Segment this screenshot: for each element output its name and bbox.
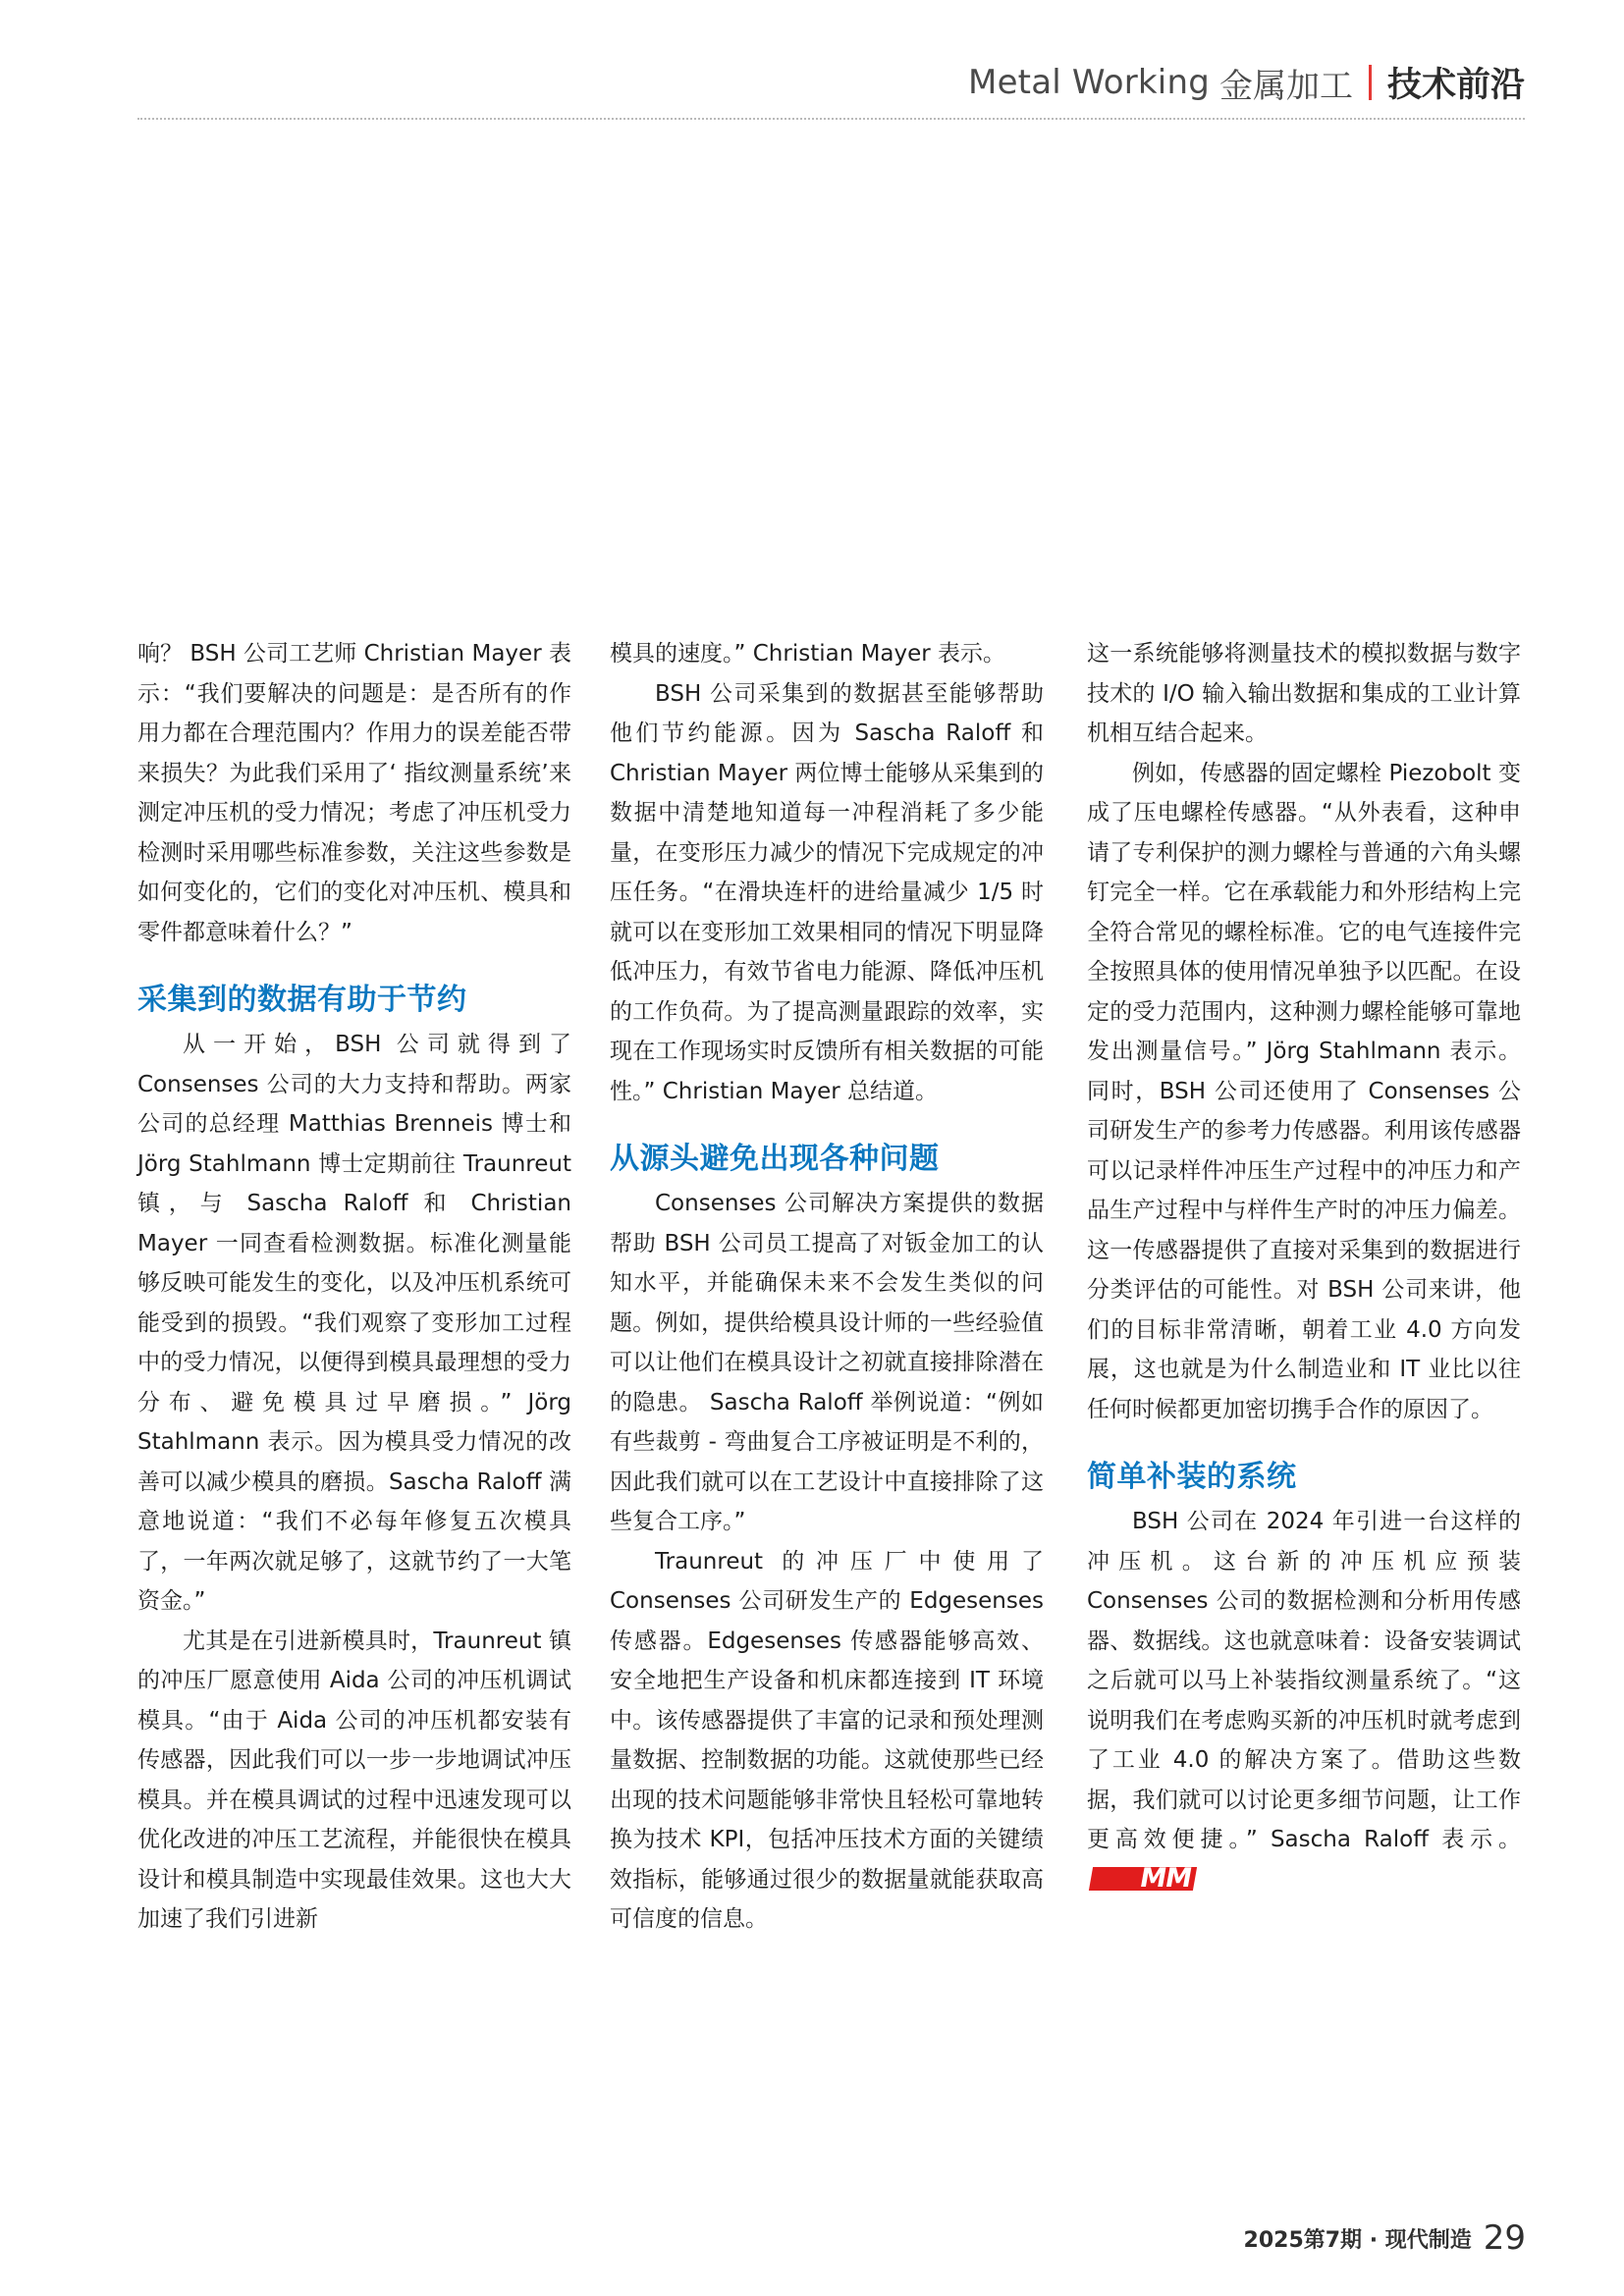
issue-info: 2025第7期 · 现代制造 bbox=[1243, 2227, 1472, 2253]
paragraph-final-text: BSH 公司在 2024 年引进一台这样的冲压机。这台新的冲压机应预装 Consenses 公司的数据检测和分析用传感器、数据线。这也就意味着：设备安装调试之后就可以马上补装指纹测量系统了。“这说明我们在考虑购买新的冲压机时就考虑到了工业 4.0 的解决方案了。借助这些数据，我们就可以讨论更多细节问题，让工作更高效便捷。” Sascha Raloff 表示。 bbox=[1087, 1509, 1521, 1852]
section-heading-avoid-problems: 从源头避免出现各种问题 bbox=[610, 1142, 940, 1176]
paragraph: BSH 公司采集到的数据甚至能够帮助他们节约能源。因为 Sascha Raloff 和 Christian Mayer 两位博士能够从采集到的数据中清楚地知道每一冲程消耗了多少能量，在变形压力减少的情况下完成规定的冲压任务。“在滑块连杆的进给量减少 1/5 时就可以在变形加工效果相同的情况下明显降低冲压力，有效节省电力能源、降低冲压机的工作负荷。为了提高测量跟踪的效率，实现在工作现场实时反馈所有相关数据的可能性。” Christian Mayer 总结道。 bbox=[610, 680, 1044, 1104]
article-column-3 bbox=[1087, 634, 1521, 1899]
paragraph: 例如，传感器的固定螺栓 Piezobolt 变成了压电螺栓传感器。“从外表看，这种申请了专利保护的测力螺栓与普通的六角头螺钉完全一样。它在承载能力和外形结构上完全符合常见的螺栓标准。它的电气连接件完全按照具体的使用情况单独予以匹配。在设定的受力范围内，这种测力螺栓能够可靠地发出测量信号。” Jörg Stahlmann 表示。同时，BSH 公司还使用了 Consenses 公司研发生产的参考力传感器。利用该传感器可以记录样件冲压生产过程中的冲压力和产品生产过程中与样件生产时的冲压力偏差。这一传感器提供了直接对采集到的数据进行分类评估的可能性。对 BSH 公司来讲，他们的目标非常清晰，朝着工业 4.0 方向发展，这也就是为什么制造业和 IT 业比以往任何时候都更加密切携手合作的原因了。 bbox=[1087, 760, 1521, 1422]
header-dotted-rule bbox=[137, 118, 1525, 120]
page-header bbox=[137, 57, 1525, 108]
section-heading-simple-retrofit: 简单补装的系统 bbox=[1087, 1460, 1297, 1494]
header-separator bbox=[1369, 65, 1372, 100]
page-footer bbox=[1244, 2216, 1526, 2260]
magazine-section-chinese: 金属加工 bbox=[1218, 66, 1353, 106]
mm-end-mark-logo: MM bbox=[1089, 1867, 1197, 1891]
paragraph: 尤其是在引进新模具时，Traunreut 镇的冲压厂愿意使用 Aida 公司的冲压机调试模具。“由于 Aida 公司的冲压机都安装有传感器，因此我们可以一步一步地调试冲压模具。并在模具调试的过程中迅速发现可以优化改进的冲压工艺流程，并能很快在模具设计和模具制造中实现最佳效果。这也大大加速了我们引进新 bbox=[137, 1628, 571, 1932]
paragraph: Traunreut 的冲压厂中使用了 Consenses 公司研发生产的 Edgesenses 传感器。Edgesenses 传感器能够高效、安全地把生产设备和机床都连接到 IT 环境中。该传感器提供了丰富的记录和预处理测量数据、控制数据的功能。这就使那些已经出现的技术问题能够非常快且轻松可靠地转换为技术 KPI，包括冲压技术方面的关键绩效指标，能够通过很少的数据量就能获取高可信度的信息。 bbox=[610, 1548, 1044, 1932]
paragraph: 从一开始，BSH 公司就得到了 Consenses 公司的大力支持和帮助。两家公司的总经理 Matthias Brenneis 博士和 Jörg Stahlmann 博士定期前往 Traunreut 镇，与 Sascha Raloff 和 Christian Mayer 一同查看检测数据。标准化测量能够反映可能发生的变化，以及冲压机系统可能受到的损毁。“我们观察了变形加工过程中的受力情况，以便得到模具最理想的受力分布、避免模具过早磨损。” Jörg Stahlmann 表示。因为模具受力情况的改善可以减少模具的磨损。Sascha Raloff 满意地说道：“我们不必每年修复五次模具了，一年两次就足够了，这就节约了一大笔资金。” bbox=[137, 1032, 571, 1614]
page-number: 29 bbox=[1483, 2218, 1526, 2258]
paragraph-final bbox=[1087, 1502, 1521, 1899]
header-column-title: 技术前沿 bbox=[1386, 66, 1525, 105]
magazine-section-english: Metal Working bbox=[968, 63, 1210, 102]
paragraph: Consenses 公司解决方案提供的数据帮助 BSH 公司员工提高了对钣金加工的认知水平，并能确保未来不会发生类似的问题。例如，提供给模具设计师的一些经验值可以让他们在模具设计之初就直接排除潜在的隐患。 Sascha Raloff 举例说道：“例如有些裁剪 - 弯曲复合工序被证明是不利的，因此我们就可以在工艺设计中直接排除了这些复合工序。” bbox=[610, 1191, 1044, 1534]
section-heading-data-savings: 采集到的数据有助于节约 bbox=[137, 983, 467, 1017]
article-column-1 bbox=[137, 634, 571, 1940]
paragraph: 这一系统能够将测量技术的模拟数据与数字技术的 I/O 输入输出数据和集成的工业计算机相互结合起来。 bbox=[1087, 641, 1521, 746]
paragraph: 响？ BSH 公司工艺师 Christian Mayer 表示：“我们要解决的问题是：是否所有的作用力都在合理范围内？作用力的误差能否带来损失？为此我们采用了‘ 指纹测量系统’来测定冲压机的受力情况；考虑了冲压机受力检测时采用哪些标准参数，关注这些参数是如何变化的，它们的变化对冲压机、模具和零件都意味着什么？” bbox=[137, 641, 571, 945]
paragraph: 模具的速度。” Christian Mayer 表示。 bbox=[610, 641, 1006, 667]
article-column-2 bbox=[610, 634, 1044, 1940]
